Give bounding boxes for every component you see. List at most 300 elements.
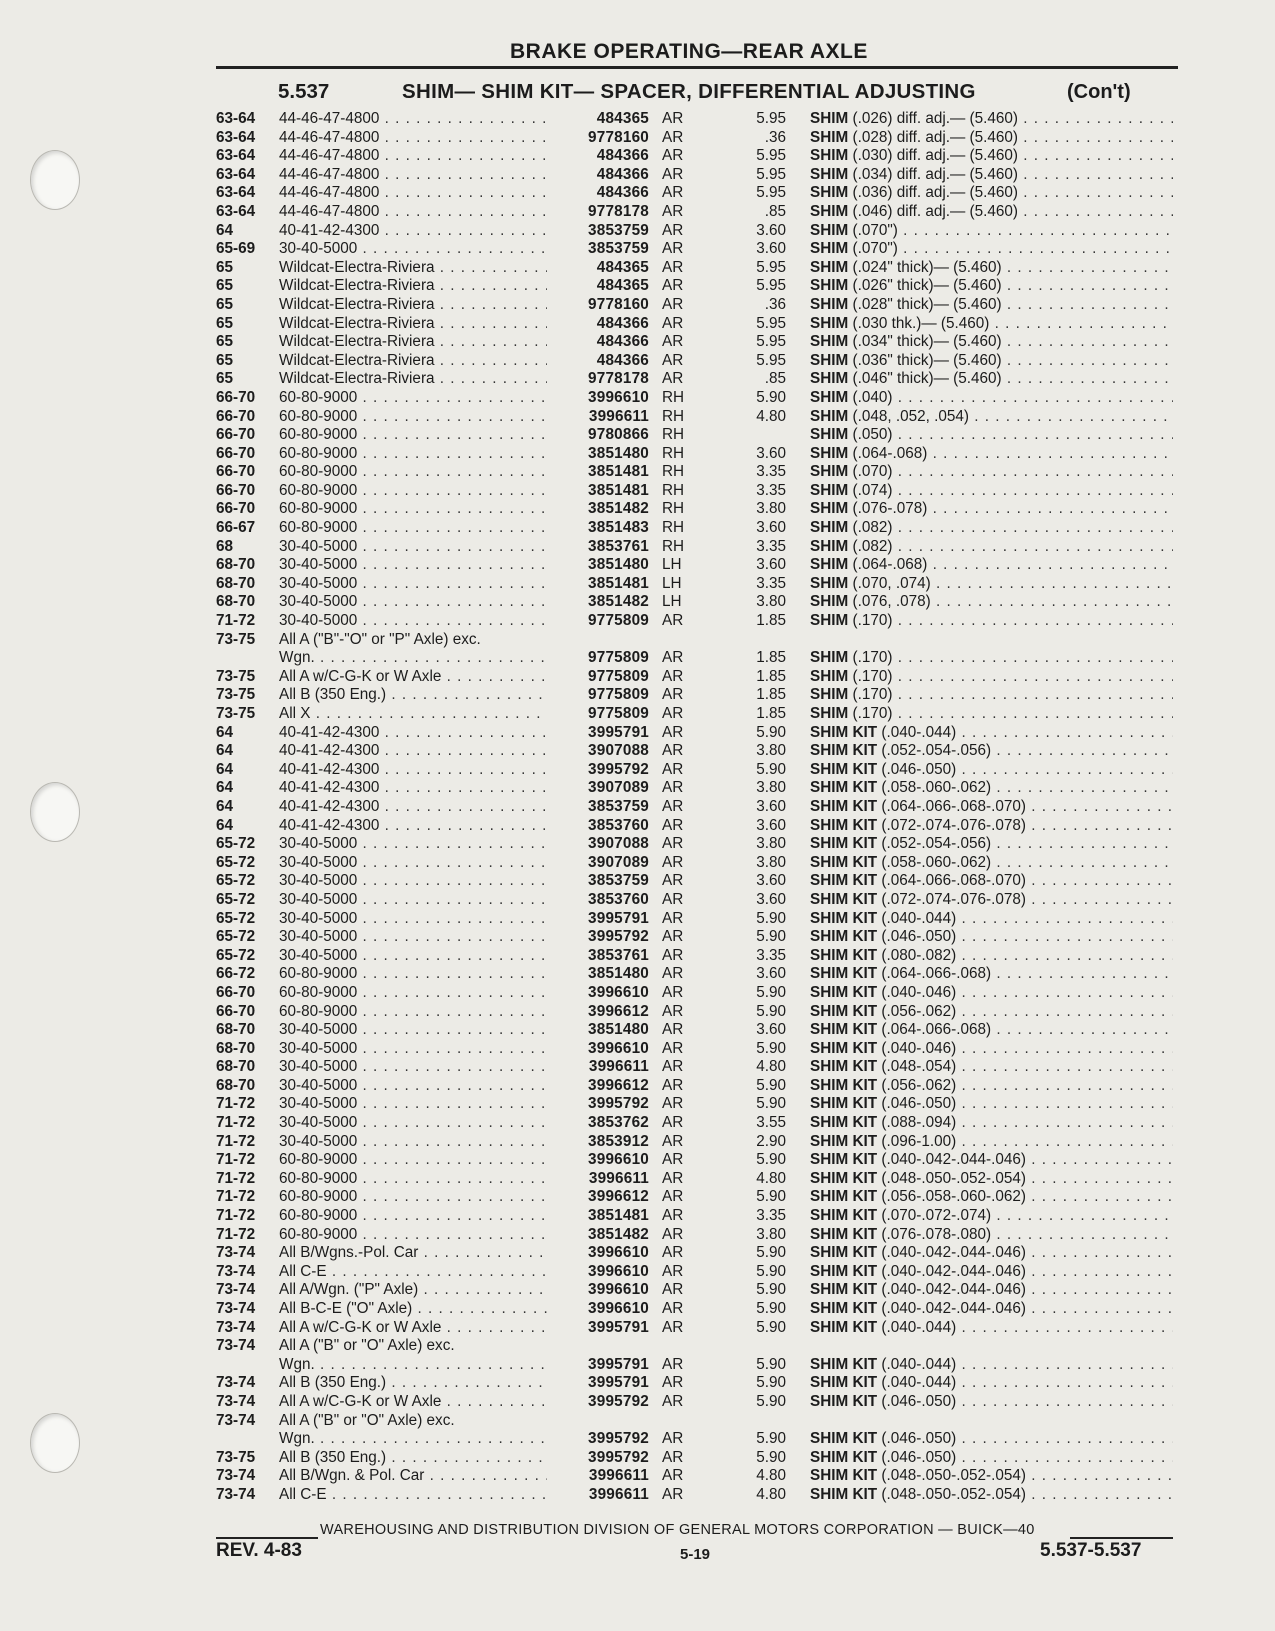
application-cell: AR <box>662 277 684 295</box>
model-cell: 30-40-5000 . . . <box>279 872 547 891</box>
model-cell: 40-41-42-4300 . . . <box>279 798 547 817</box>
price-cell: 3.80 <box>756 742 786 760</box>
application-cell: AR <box>662 1355 684 1373</box>
application-cell: AR <box>662 946 684 964</box>
description-keyword: SHIM KIT <box>810 816 878 834</box>
description-range: (.072-.074-.076-.078) <box>881 816 1026 834</box>
year-cell: 73-74 <box>216 1374 256 1392</box>
description-keyword: SHIM <box>810 463 849 481</box>
model-cell: 44-46-47-4800 . . . <box>279 110 547 129</box>
description-cell <box>810 259 1173 278</box>
model-cell: All C-E . . . <box>279 1263 547 1282</box>
table-row <box>0 649 1275 668</box>
description-range: (.058-.060-.062) <box>881 779 992 797</box>
part-number-cell: 3853912 <box>588 1132 649 1150</box>
description-range: (.048-.054) <box>881 1058 957 1076</box>
table-row <box>0 686 1275 705</box>
year-cell: 63-64 <box>216 165 256 183</box>
description-cell <box>810 798 1173 817</box>
description-keyword: SHIM <box>810 258 849 276</box>
application-cell: AR <box>662 1467 684 1485</box>
year-cell: 68-70 <box>216 1039 256 1057</box>
application-cell: AR <box>662 1002 684 1020</box>
application-cell: AR <box>662 723 684 741</box>
application-cell: AR <box>662 890 684 908</box>
price-cell: 5.90 <box>756 928 786 946</box>
model-cell: 60-80-9000 . . . <box>279 482 547 501</box>
price-cell: 5.90 <box>756 909 786 927</box>
description-range: (.046-.050) <box>881 1430 957 1448</box>
description-keyword: SHIM KIT <box>810 1188 878 1206</box>
year-cell: 66-70 <box>216 481 256 499</box>
description-cell <box>810 779 1173 798</box>
description-keyword: SHIM KIT <box>810 742 878 760</box>
price-cell: 3.60 <box>756 444 786 462</box>
table-row <box>0 426 1275 445</box>
description-keyword: SHIM KIT <box>810 909 878 927</box>
price-cell: 5.90 <box>756 388 786 406</box>
part-number-cell: 3996610 <box>588 1151 649 1169</box>
table-row <box>0 910 1275 929</box>
table-row <box>0 352 1275 371</box>
part-number-cell: 9775809 <box>588 705 649 722</box>
table-row <box>0 1337 1275 1356</box>
part-number-cell: 9778178 <box>588 370 649 388</box>
description-cell <box>810 1077 1173 1096</box>
description-keyword: SHIM <box>810 295 849 313</box>
model-cell: Wildcat-Electra-Riviera . . . <box>279 315 547 334</box>
description-cell <box>810 984 1173 1003</box>
application-cell: AR <box>662 909 684 927</box>
application-cell: AR <box>662 1132 684 1150</box>
description-range: (.170) <box>852 649 893 667</box>
model-cell: 60-80-9000 . . . <box>279 389 547 408</box>
model-cell: All B-C-E ("O" Axle) . . . <box>279 1300 547 1319</box>
description-cell <box>810 593 1173 612</box>
table-row <box>0 370 1275 389</box>
part-number-cell: 9780866 <box>588 426 649 444</box>
part-number-cell: 9775809 <box>588 612 649 630</box>
description-keyword: SHIM <box>810 370 849 388</box>
model-cell: All B (350 Eng.) . . . <box>279 1449 547 1468</box>
price-cell: 4.80 <box>756 1467 786 1485</box>
description-cell <box>810 761 1173 780</box>
description-range: (.052-.054-.056) <box>881 835 992 853</box>
model-cell: All A w/C-G-K or W Axle . . . <box>279 1319 547 1338</box>
model-cell: 60-80-9000 . . . <box>279 1226 547 1245</box>
table-row <box>0 147 1275 166</box>
model-cell: Wildcat-Electra-Riviera . . . <box>279 333 547 352</box>
description-range: (.170) <box>852 705 893 722</box>
table-row <box>0 1021 1275 1040</box>
table-row <box>0 872 1275 891</box>
part-number-cell: 3851480 <box>588 1021 649 1039</box>
description-cell <box>810 538 1173 557</box>
part-number-cell: 3853759 <box>588 240 649 258</box>
description-cell <box>810 1281 1173 1300</box>
year-cell: 73-74 <box>216 1411 256 1429</box>
part-number-cell: 484366 <box>596 184 649 202</box>
table-row <box>0 798 1275 817</box>
application-cell: AR <box>662 1244 684 1262</box>
part-number-cell: 3996612 <box>588 1188 649 1206</box>
year-cell: 71-72 <box>216 1225 256 1243</box>
footer-rule-right <box>1070 1537 1173 1539</box>
application-cell: AR <box>662 1300 684 1317</box>
application-cell: AR <box>662 1151 684 1169</box>
model-cell: All C-E . . . <box>279 1486 547 1505</box>
description-cell <box>810 1356 1173 1375</box>
application-cell: RH <box>662 519 685 537</box>
part-number-cell: 9778160 <box>588 128 649 146</box>
price-cell: 3.60 <box>756 890 786 908</box>
model-cell: All B/Wgn. & Pol. Car . . . <box>279 1467 547 1486</box>
year-cell: 66-70 <box>216 463 256 481</box>
description-keyword: SHIM KIT <box>810 1430 878 1448</box>
description-cell <box>810 445 1173 464</box>
application-cell: AR <box>662 779 684 797</box>
part-number-cell: 3851481 <box>588 574 649 592</box>
part-number-cell: 484365 <box>596 110 649 127</box>
description-keyword: SHIM <box>810 147 849 165</box>
part-number-cell: 3995791 <box>588 1318 649 1336</box>
year-cell: 65 <box>216 370 234 388</box>
part-number-cell: 3853761 <box>588 537 649 555</box>
section-heading <box>278 80 1138 108</box>
year-cell: 64 <box>216 797 234 815</box>
part-number-cell: 3996611 <box>588 407 649 425</box>
model-cell: Wgn. . . . <box>279 1430 547 1449</box>
part-number-cell: 3851480 <box>588 965 649 983</box>
description-cell <box>810 1095 1173 1114</box>
model-cell: 60-80-9000 . . . <box>279 1151 547 1170</box>
description-keyword: SHIM KIT <box>810 1169 878 1187</box>
description-cell <box>810 408 1173 427</box>
description-range: (.050) <box>852 426 893 444</box>
model-cell: Wildcat-Electra-Riviera . . . <box>279 259 547 278</box>
price-cell: 3.35 <box>756 946 786 964</box>
part-number-cell: 9775809 <box>588 649 649 667</box>
description-cell <box>810 668 1173 687</box>
price-cell: 2.90 <box>756 1132 786 1150</box>
table-row <box>0 1151 1275 1170</box>
year-cell: 65 <box>216 258 234 276</box>
description-cell <box>810 649 1173 668</box>
price-cell: 5.90 <box>756 1244 786 1262</box>
year-cell: 73-75 <box>216 705 256 722</box>
price-cell: 1.85 <box>756 649 786 667</box>
model-cell: 30-40-5000 . . . <box>279 1095 547 1114</box>
table-row <box>0 593 1275 612</box>
description-cell <box>810 742 1173 761</box>
table-row <box>0 1374 1275 1393</box>
description-range: (.070") <box>852 240 898 258</box>
table-row <box>0 1133 1275 1152</box>
price-cell: 5.90 <box>756 1448 786 1466</box>
description-keyword: SHIM <box>810 649 849 667</box>
part-number-cell: 3851481 <box>588 1207 649 1225</box>
part-number-cell: 3996610 <box>588 983 649 1001</box>
description-cell <box>810 1467 1173 1486</box>
price-cell: 3.60 <box>756 816 786 834</box>
part-number-cell: 3996612 <box>588 1002 649 1020</box>
description-cell <box>810 1430 1173 1449</box>
application-cell: AR <box>662 649 684 667</box>
description-range: (.026) diff. adj.— (5.460) <box>852 110 1019 127</box>
description-keyword: SHIM <box>810 537 849 555</box>
table-row <box>0 203 1275 222</box>
section-range: 5.537-5.537 <box>1040 1540 1142 1561</box>
section-title: SHIM— SHIM KIT— SPACER, DIFFERENTIAL ADJUSTING <box>402 80 976 103</box>
model-cell: Wgn. . . . <box>279 1356 547 1375</box>
description-keyword: SHIM <box>810 240 849 258</box>
description-keyword: SHIM KIT <box>810 1300 878 1317</box>
year-cell: 64 <box>216 760 234 778</box>
year-cell: 63-64 <box>216 128 256 146</box>
application-cell: RH <box>662 407 685 425</box>
year-cell: 73-74 <box>216 1318 256 1336</box>
description-keyword: SHIM KIT <box>810 835 878 853</box>
description-range: (.046-.050) <box>881 1392 957 1410</box>
description-cell <box>810 1021 1173 1040</box>
table-row <box>0 1430 1275 1449</box>
application-cell: RH <box>662 537 685 555</box>
application-cell: AR <box>662 1114 684 1132</box>
year-cell: 66-70 <box>216 444 256 462</box>
description-cell <box>810 222 1173 241</box>
description-keyword: SHIM KIT <box>810 1318 878 1336</box>
description-range: (.040) <box>852 388 893 406</box>
description-keyword: SHIM KIT <box>810 928 878 946</box>
model-cell: 40-41-42-4300 . . . <box>279 779 547 798</box>
application-cell: AR <box>662 853 684 871</box>
description-cell <box>810 854 1173 873</box>
table-row <box>0 259 1275 278</box>
year-cell: 73-74 <box>216 1281 256 1299</box>
table-row <box>0 500 1275 519</box>
application-cell: AR <box>662 760 684 778</box>
model-cell: Wildcat-Electra-Riviera . . . <box>279 352 547 371</box>
part-number-cell: 3853761 <box>588 946 649 964</box>
year-cell: 73-75 <box>216 686 256 704</box>
description-keyword: SHIM <box>810 686 849 704</box>
model-cell: 30-40-5000 . . . <box>279 538 547 557</box>
table-row <box>0 1040 1275 1059</box>
year-cell: 64 <box>216 723 234 741</box>
table-row <box>0 1188 1275 1207</box>
year-cell: 73-74 <box>216 1300 256 1317</box>
price-cell: 3.60 <box>756 519 786 537</box>
model-cell: Wildcat-Electra-Riviera . . . <box>279 296 547 315</box>
model-cell: All A/Wgn. ("P" Axle) . . . <box>279 1281 547 1300</box>
model-cell: All A ("B" or "O" Axle) exc. <box>279 1411 455 1429</box>
price-cell: 5.95 <box>756 333 786 351</box>
price-cell: 5.95 <box>756 110 786 127</box>
part-number-cell: 3907088 <box>588 742 649 760</box>
application-cell: AR <box>662 1039 684 1057</box>
price-cell: 1.85 <box>756 686 786 704</box>
price-cell: 4.80 <box>756 1058 786 1076</box>
description-keyword: SHIM <box>810 388 849 406</box>
year-cell: 71-72 <box>216 1095 256 1113</box>
price-cell: 3.80 <box>756 835 786 853</box>
description-range: (.064-.066-.068) <box>881 1021 992 1039</box>
table-row <box>0 575 1275 594</box>
description-cell <box>810 519 1173 538</box>
application-cell: AR <box>662 928 684 946</box>
model-cell: 30-40-5000 . . . <box>279 575 547 594</box>
description-cell <box>810 203 1173 222</box>
price-cell: 5.90 <box>756 1076 786 1094</box>
model-cell: 40-41-42-4300 . . . <box>279 761 547 780</box>
description-keyword: SHIM <box>810 667 849 685</box>
description-range: (.088-.094) <box>881 1114 957 1132</box>
part-number-cell: 3853759 <box>588 872 649 890</box>
part-number-cell: 9778178 <box>588 202 649 220</box>
description-range: (.030) diff. adj.— (5.460) <box>852 147 1019 165</box>
table-row <box>0 463 1275 482</box>
table-row <box>0 1319 1275 1338</box>
price-cell: 3.35 <box>756 537 786 555</box>
year-cell: 66-70 <box>216 500 256 518</box>
description-cell <box>810 1393 1173 1412</box>
part-number-cell: 3995791 <box>588 1355 649 1373</box>
description-range: (.070-.072-.074) <box>881 1207 992 1225</box>
part-number-cell: 484366 <box>596 351 649 369</box>
application-cell: AR <box>662 370 684 388</box>
model-cell: 30-40-5000 . . . <box>279 593 547 612</box>
part-number-cell: 484365 <box>596 277 649 295</box>
description-cell <box>810 240 1173 259</box>
model-cell: 60-80-9000 . . . <box>279 408 547 427</box>
application-cell: AR <box>662 1058 684 1076</box>
part-number-cell: 3995792 <box>588 1448 649 1466</box>
application-cell: AR <box>662 258 684 276</box>
application-cell: RH <box>662 500 685 518</box>
price-cell: .36 <box>764 295 786 313</box>
part-number-cell: 3996611 <box>588 1058 649 1076</box>
description-keyword: SHIM <box>810 593 849 611</box>
price-cell: 5.90 <box>756 1374 786 1392</box>
description-cell <box>810 1244 1173 1263</box>
application-cell: AR <box>662 705 684 722</box>
price-cell: 5.90 <box>756 1392 786 1410</box>
description-cell <box>810 1300 1173 1319</box>
continued-label: (Con't) <box>1067 81 1131 103</box>
description-range: (.040-.044) <box>881 909 957 927</box>
table-row <box>0 1356 1275 1375</box>
model-cell: 60-80-9000 . . . <box>279 426 547 445</box>
year-cell: 71-72 <box>216 1169 256 1187</box>
year-cell: 68-70 <box>216 1058 256 1076</box>
application-cell: AR <box>662 872 684 890</box>
part-number-cell: 9775809 <box>588 686 649 704</box>
application-cell: AR <box>662 1374 684 1392</box>
year-cell: 73-75 <box>216 630 256 648</box>
description-range: (.076-.078) <box>852 500 928 518</box>
table-row <box>0 1226 1275 1245</box>
description-range: (.046-.050) <box>881 1095 957 1113</box>
description-range: (.058-.060-.062) <box>881 853 992 871</box>
description-keyword: SHIM <box>810 407 849 425</box>
description-keyword: SHIM KIT <box>810 1448 878 1466</box>
part-number-cell: 3995792 <box>588 1095 649 1113</box>
description-keyword: SHIM <box>810 165 849 183</box>
description-cell <box>810 463 1173 482</box>
description-range: (.064-.066-.068-.070) <box>881 797 1026 815</box>
table-row <box>0 1207 1275 1226</box>
table-row <box>0 1058 1275 1077</box>
year-cell: 65-69 <box>216 240 256 258</box>
price-cell: .85 <box>764 370 786 388</box>
part-number-cell: 3996610 <box>588 1300 649 1317</box>
footer-organization: WAREHOUSING AND DISTRIBUTION DIVISION OF GENERAL MOTORS CORPORATION — BUICK—40 <box>320 1522 1035 1538</box>
description-range: (.064-.068) <box>852 556 928 574</box>
part-number-cell: 9778160 <box>588 295 649 313</box>
table-row <box>0 1170 1275 1189</box>
price-cell: 3.60 <box>756 556 786 574</box>
description-keyword: SHIM <box>810 202 849 220</box>
model-cell: 60-80-9000 . . . <box>279 1003 547 1022</box>
model-cell: Wildcat-Electra-Riviera . . . <box>279 277 547 296</box>
price-cell: 3.80 <box>756 1225 786 1243</box>
application-cell: RH <box>662 481 685 499</box>
year-cell: 64 <box>216 779 234 797</box>
table-row <box>0 1412 1275 1431</box>
description-keyword: SHIM <box>810 556 849 574</box>
application-cell: AR <box>662 1448 684 1466</box>
part-number-cell: 3996611 <box>588 1467 649 1485</box>
application-cell: AR <box>662 816 684 834</box>
table-row <box>0 612 1275 631</box>
description-range: (.064-.068) <box>852 444 928 462</box>
description-keyword: SHIM <box>810 574 849 592</box>
model-cell: All A w/C-G-K or W Axle . . . <box>279 1393 547 1412</box>
description-keyword: SHIM KIT <box>810 1392 878 1410</box>
price-cell: 5.90 <box>756 1039 786 1057</box>
model-cell: 30-40-5000 . . . <box>279 1058 547 1077</box>
description-keyword: SHIM <box>810 351 849 369</box>
description-range: (.040-.042-.044-.046) <box>881 1244 1026 1262</box>
year-cell: 65-72 <box>216 835 256 853</box>
table-row <box>0 315 1275 334</box>
description-cell <box>810 1114 1173 1133</box>
description-keyword: SHIM KIT <box>810 1262 878 1280</box>
table-row <box>0 1486 1275 1505</box>
description-cell <box>810 1207 1173 1226</box>
table-row <box>0 184 1275 203</box>
description-range: (.040-.046) <box>881 983 957 1001</box>
year-cell: 65 <box>216 351 234 369</box>
application-cell: RH <box>662 463 685 481</box>
model-cell: 30-40-5000 . . . <box>279 556 547 575</box>
application-cell: AR <box>662 165 684 183</box>
description-range: (.040-.046) <box>881 1039 957 1057</box>
price-cell: 3.35 <box>756 481 786 499</box>
year-cell: 66-70 <box>216 426 256 444</box>
year-cell: 73-74 <box>216 1262 256 1280</box>
application-cell: LH <box>662 574 682 592</box>
model-cell: Wildcat-Electra-Riviera . . . <box>279 370 547 389</box>
description-cell <box>810 1170 1173 1189</box>
price-cell: 3.60 <box>756 1021 786 1039</box>
model-cell: 30-40-5000 . . . <box>279 1133 547 1152</box>
description-cell <box>810 724 1173 743</box>
description-keyword: SHIM KIT <box>810 1281 878 1299</box>
model-cell: 30-40-5000 . . . <box>279 1077 547 1096</box>
description-range: (.030 thk.)— (5.460) <box>852 314 990 332</box>
description-keyword: SHIM KIT <box>810 760 878 778</box>
